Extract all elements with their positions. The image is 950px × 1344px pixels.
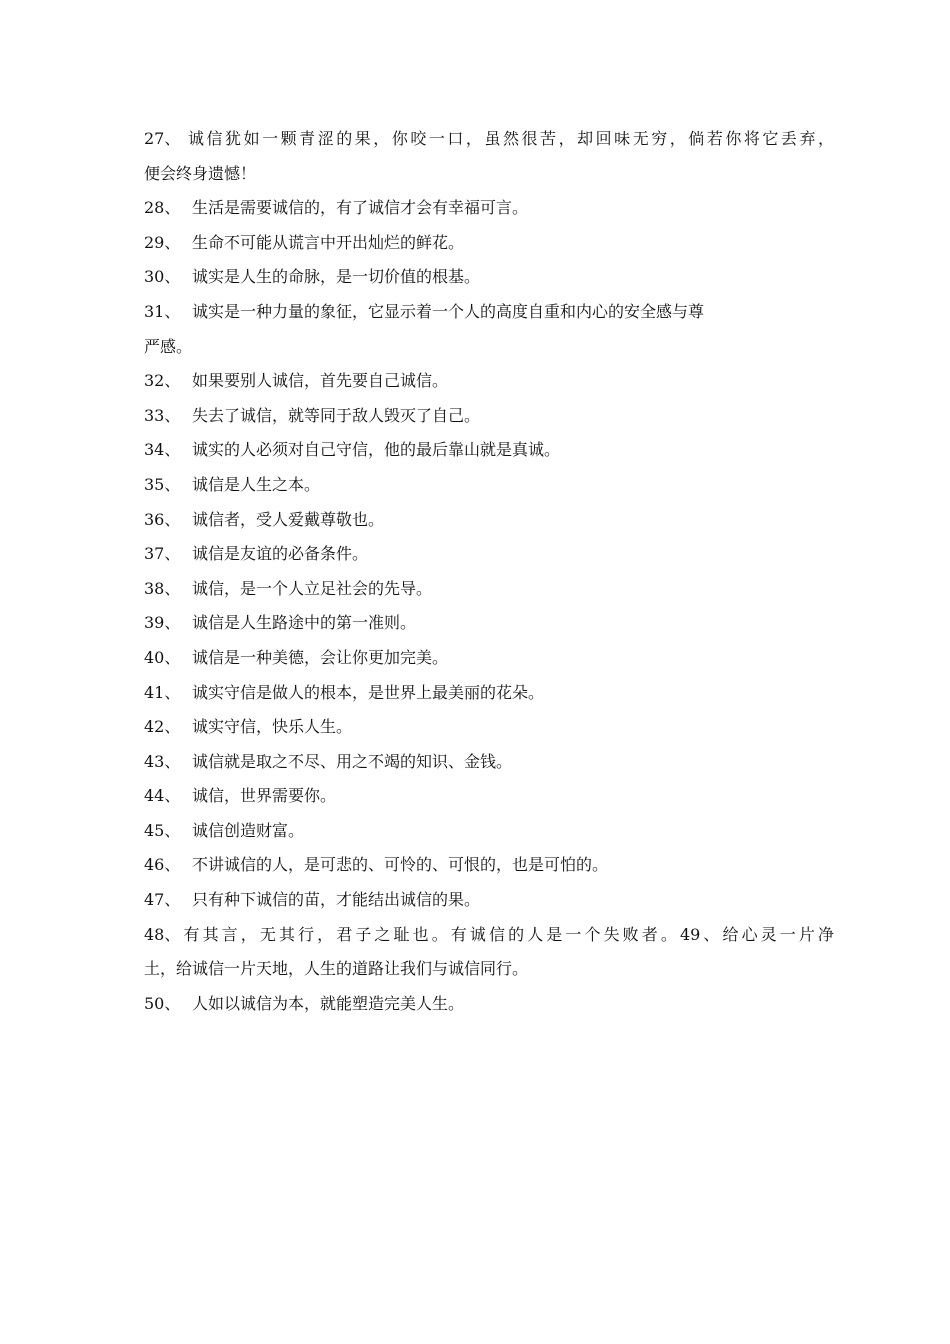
list-item-27 — [144, 122, 834, 157]
list-item-46 — [144, 848, 834, 883]
list-item-38 — [144, 572, 834, 607]
item-number: 44、 — [144, 786, 181, 806]
item-number: 46、 — [144, 855, 181, 875]
item-number: 40、 — [144, 647, 181, 667]
item-text: 诚信犹如一颗青涩的果，你咬一口，虽然很苦，却回味无穷，倘若你将它丢弃， — [188, 129, 834, 148]
item-text: 人如以诚信为本，就能塑造完美人生。 — [192, 993, 465, 1013]
item-text: 诚信，世界需要你。 — [192, 786, 337, 806]
list-item-31 — [144, 295, 834, 330]
item-text: 诚信是人生之本。 — [192, 474, 321, 494]
item-number: 45、 — [144, 820, 181, 840]
list-item-45 — [144, 814, 834, 849]
list-item-34 — [144, 433, 834, 468]
item-number: 43、 — [144, 751, 181, 771]
list-item-35 — [144, 468, 834, 503]
quote-list — [144, 122, 834, 1021]
item-text: 诚实守信，快乐人生。 — [192, 717, 353, 737]
list-item-27-continuation — [144, 157, 834, 192]
item-text: 土，给诚信一片天地，人生的道路让我们与诚信同行。 — [144, 959, 529, 979]
item-text: 严感。 — [144, 336, 193, 356]
item-text: 失去了诚信，就等同于敌人毁灭了自己。 — [192, 405, 481, 425]
item-text: 诚实是人生的命脉，是一切价值的根基。 — [192, 267, 481, 287]
item-text: 诚实守信是做人的根本，是世界上最美丽的花朵。 — [192, 682, 545, 702]
item-text: 生活是需要诚信的，有了诚信才会有幸福可言。 — [192, 198, 529, 218]
list-item-39 — [144, 606, 834, 641]
item-number: 27、 — [144, 129, 181, 148]
item-text: 便会终身遗憾！ — [144, 163, 257, 183]
item-number: 29、 — [144, 232, 181, 252]
list-item-33 — [144, 399, 834, 434]
list-item-43 — [144, 745, 834, 780]
item-number: 42、 — [144, 717, 181, 737]
item-number: 47、 — [144, 890, 181, 910]
item-number: 37、 — [144, 544, 181, 564]
item-text: 诚信，是一个人立足社会的先导。 — [192, 578, 433, 598]
list-item-28 — [144, 191, 834, 226]
item-number: 34、 — [144, 440, 181, 460]
list-item-40 — [144, 641, 834, 676]
item-number: 38、 — [144, 578, 181, 598]
item-text: 诚信者，受人爱戴尊敬也。 — [192, 509, 385, 529]
item-number: 32、 — [144, 371, 181, 391]
list-item-41 — [144, 676, 834, 711]
item-number: 41、 — [144, 682, 181, 702]
list-item-31-continuation — [144, 330, 834, 365]
list-item-30 — [144, 260, 834, 295]
item-text: 诚实是一种力量的象征，它显示着一个人的高度自重和内心的安全感与尊 — [192, 301, 705, 321]
item-text: 不讲诚信的人，是可悲的、可怜的、可恨的，也是可怕的。 — [192, 855, 609, 875]
item-text: 诚信创造财富。 — [192, 820, 305, 840]
item-text: 如果要别人诚信，首先要自己诚信。 — [192, 371, 449, 391]
item-number: 48、 — [144, 924, 181, 944]
list-item-29 — [144, 226, 834, 261]
item-number: 35、 — [144, 474, 181, 494]
list-item-44 — [144, 779, 834, 814]
list-item-37 — [144, 537, 834, 572]
list-item-32 — [144, 364, 834, 399]
item-text: 诚信就是取之不尽、用之不竭的知识、金钱。 — [192, 751, 513, 771]
item-number: 30、 — [144, 267, 181, 287]
item-number: 36、 — [144, 509, 181, 529]
list-item-50 — [144, 987, 834, 1022]
item-text: 诚信是一种美德，会让你更加完美。 — [192, 647, 449, 667]
list-item-48 — [144, 918, 834, 953]
item-text: 生命不可能从谎言中开出灿烂的鲜花。 — [192, 232, 465, 252]
item-text: 诚实的人必须对自己守信，他的最后靠山就是真诚。 — [192, 440, 561, 460]
item-text: 有其言，无其行，君子之耻也。有诚信的人是一个失败者。49、给心灵一片净 — [180, 924, 834, 944]
list-item-36 — [144, 503, 834, 538]
item-text: 只有种下诚信的苗，才能结出诚信的果。 — [192, 890, 481, 910]
item-text: 诚信是友谊的必备条件。 — [192, 544, 369, 564]
item-number: 33、 — [144, 405, 181, 425]
item-number: 28、 — [144, 198, 181, 218]
list-item-48-continuation — [144, 952, 834, 987]
list-item-42 — [144, 710, 834, 745]
item-number: 50、 — [144, 993, 181, 1013]
item-number: 39、 — [144, 613, 181, 633]
item-text: 诚信是人生路途中的第一准则。 — [192, 613, 417, 633]
list-item-47 — [144, 883, 834, 918]
item-number: 31、 — [144, 301, 181, 321]
